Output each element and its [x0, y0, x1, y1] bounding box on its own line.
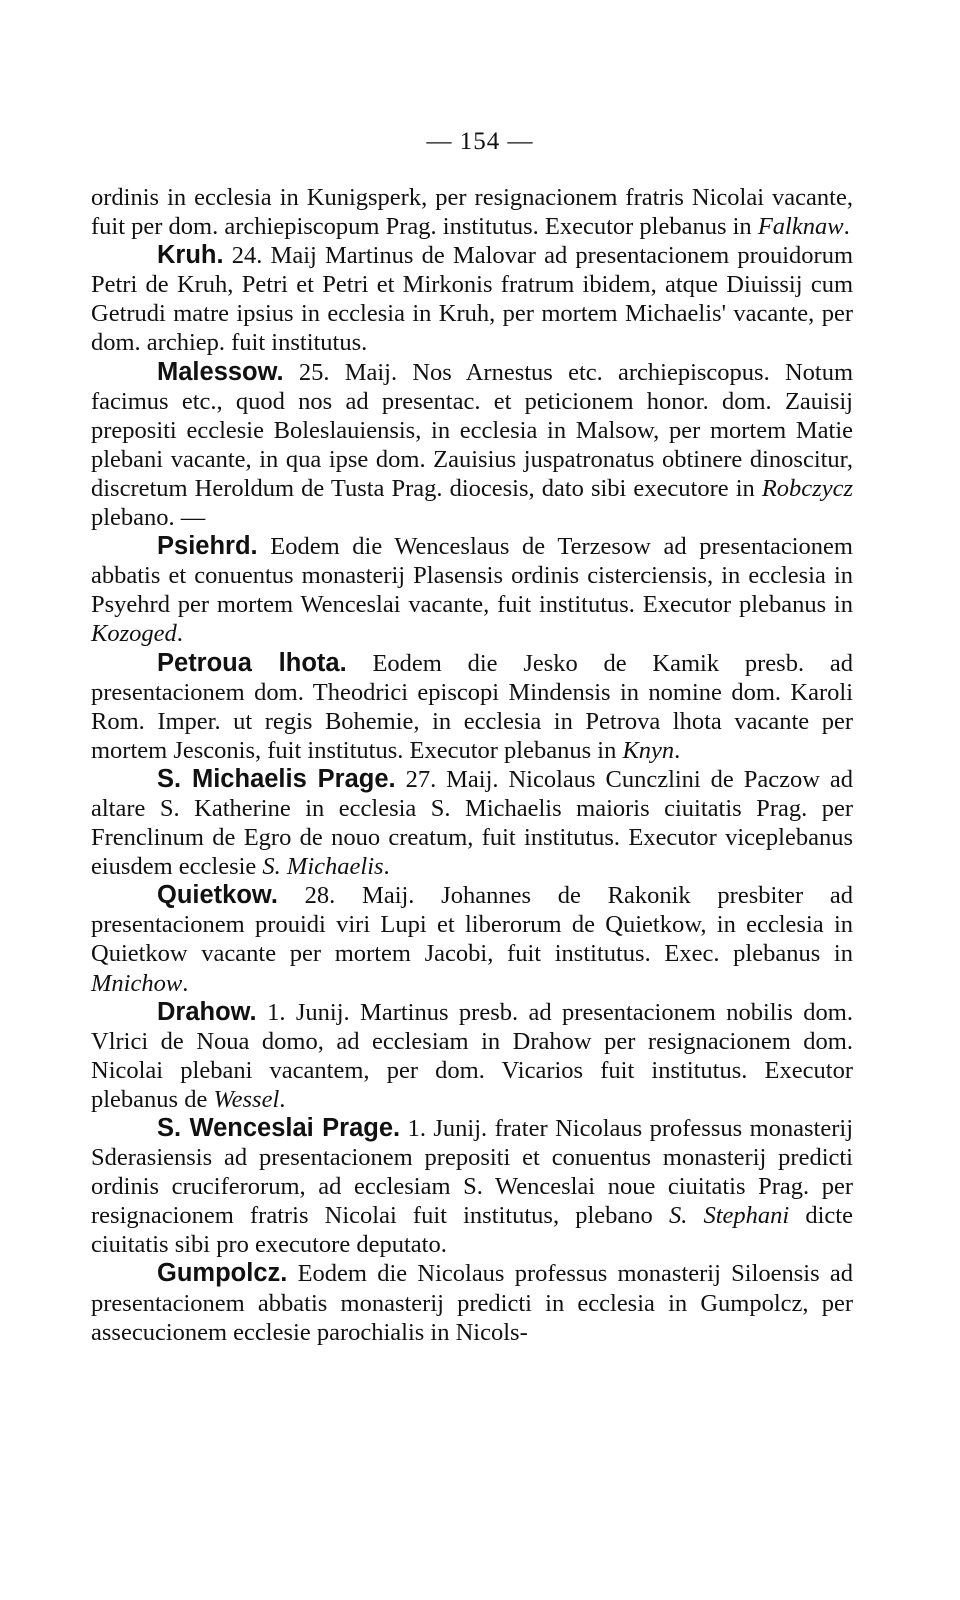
entry-heading: Kruh. — [157, 241, 224, 270]
entry-executor: S. Michaelis — [262, 853, 384, 881]
entry-quietkow — [91, 881, 853, 997]
entry-petroua-lhota — [91, 649, 853, 765]
page-number: — 154 — — [426, 128, 534, 155]
entry-text: 24. Maij Martinus de Malovar ad presentacionem prouidorum Petri de Kruh, Petri et Petri et Mirkonis fratrum ibidem, atque Diuissij cum Getrudi matre ipsius in ecclesia in Kruh, per mortem Michaelis' vacante, per dom. archiep. fuit institutus. — [91, 242, 853, 357]
entry-tail: . — [843, 213, 850, 241]
entry-psiehrd — [91, 532, 853, 648]
entry-continuation — [91, 183, 853, 241]
entry-tail: . — [674, 736, 681, 764]
entry-heading: Quietkow. — [157, 881, 278, 910]
entry-text: 25. Maij. Nos Arnestus etc. archiepiscopus. Notum facimus etc., quod nos ad presentac. et peticionem honor. dom. Zauisij prepositi ecclesie Boleslauiensis, in ecclesia in Malsow, per mortem Matie plebani vacante, in qua ipse dom. Zauisius juspatronatus obtinere dinoscitur, discretum Heroldum de Tusta Prag. diocesis, dato sibi executore in — [91, 358, 853, 502]
entry-executor: Knyn — [622, 736, 675, 764]
entry-tail: plebano. — — [91, 504, 206, 532]
entry-text: Eodem die Jesko de Kamik presb. ad presentacionem dom. Theodrici episcopi Mindensis in nomine dom. Karoli Rom. Imper. ut regis Bohemie, in ecclesia in Petrova lhota vacante per mortem Jesconis, fuit institutus. Executor plebanus in — [91, 649, 853, 764]
entry-heading: Drahow. — [157, 997, 257, 1026]
entry-malessow — [91, 358, 853, 533]
entry-tail: . — [182, 969, 189, 997]
entry-executor: Kozoged — [91, 620, 177, 648]
entry-tail: . — [176, 620, 183, 648]
entry-executor: Falknaw — [757, 213, 844, 241]
entry-text: 28. Maij. Johannes de Rakonik presbiter ad presentacionem prouidi viri Lupi et liberorum de Quietkow, in ecclesia in Quietkow vacante per mortem Jacobi, fuit institutus. Exec. plebanus in — [91, 882, 853, 968]
entry-gumpolcz — [91, 1259, 853, 1346]
page-body — [91, 183, 853, 1347]
entry-heading: Psiehrd. — [157, 532, 258, 561]
entry-executor: S. Stephani — [668, 1202, 790, 1230]
entry-s-michaelis-prage — [91, 765, 853, 881]
entry-heading: Gumpolcz. — [157, 1259, 288, 1288]
entry-tail: . — [279, 1085, 286, 1113]
entry-tail: dicte ciuitatis sibi pro executore deputato. — [91, 1202, 853, 1259]
entry-kruh — [91, 241, 853, 357]
entry-executor: Wessel — [213, 1085, 280, 1113]
entry-text: 1. Junij. Martinus presb. ad presentacionem nobilis dom. Vlrici de Noua domo, ad ecclesiam in Drahow per resignacionem dom. Nicolai plebani vacantem, per dom. Vicarios fuit institutus. Executor plebanus de — [91, 998, 853, 1113]
entry-text: 27. Maij. Nicolaus Cunczlini de Paczow ad altare S. Katherine in ecclesia S. Michaelis maioris ciuitatis Prag. per Frenclinum de Egro de nouo creatum, fuit institutus. Executor viceplebanus eiusdem ecclesie — [91, 765, 853, 881]
entry-tail: . — [383, 853, 390, 881]
entry-text: ordinis in ecclesia in Kunigsperk, per resignacionem fratris Nicolai vacante, fuit per dom. archiepiscopum Prag. institutus. Executor plebanus in — [91, 184, 853, 241]
entry-drahow — [91, 998, 853, 1114]
entry-executor: Mnichow — [91, 969, 183, 997]
entry-executor: Robczycz — [761, 474, 853, 502]
entry-heading: S. Michaelis Prage. — [157, 764, 396, 793]
entry-heading: Malessow. — [157, 357, 284, 386]
entry-heading: Petroua lhota. — [157, 648, 347, 677]
entry-text: 1. Junij. frater Nicolaus professus monasterij Sderasiensis ad presentacionem prepositi et conuentus monasterij predicti ordinis cruciferorum, ad ecclesiam S. Wenceslai noue ciuitatis Prag. per resignacionem fratris Nicolai fuit institutus, plebano — [91, 1115, 854, 1230]
entry-text: Eodem die Nicolaus professus monasterij Siloensis ad presentacionem abbatis monasterij predicti in ecclesia in Gumpolcz, per assecucionem ecclesie parochialis in Nicols- — [91, 1260, 853, 1346]
entry-s-wenceslai-prage — [91, 1114, 853, 1259]
entry-heading: S. Wenceslai Prage. — [157, 1114, 401, 1142]
entry-text: Eodem die Wenceslaus de Terzesow ad presentacionem abbatis et conuentus monasterij Plasensis ordinis cisterciensis, in ecclesia in Psyehrd per mortem Wenceslai vacante, fuit institutus. Executor plebanus in — [91, 533, 853, 619]
